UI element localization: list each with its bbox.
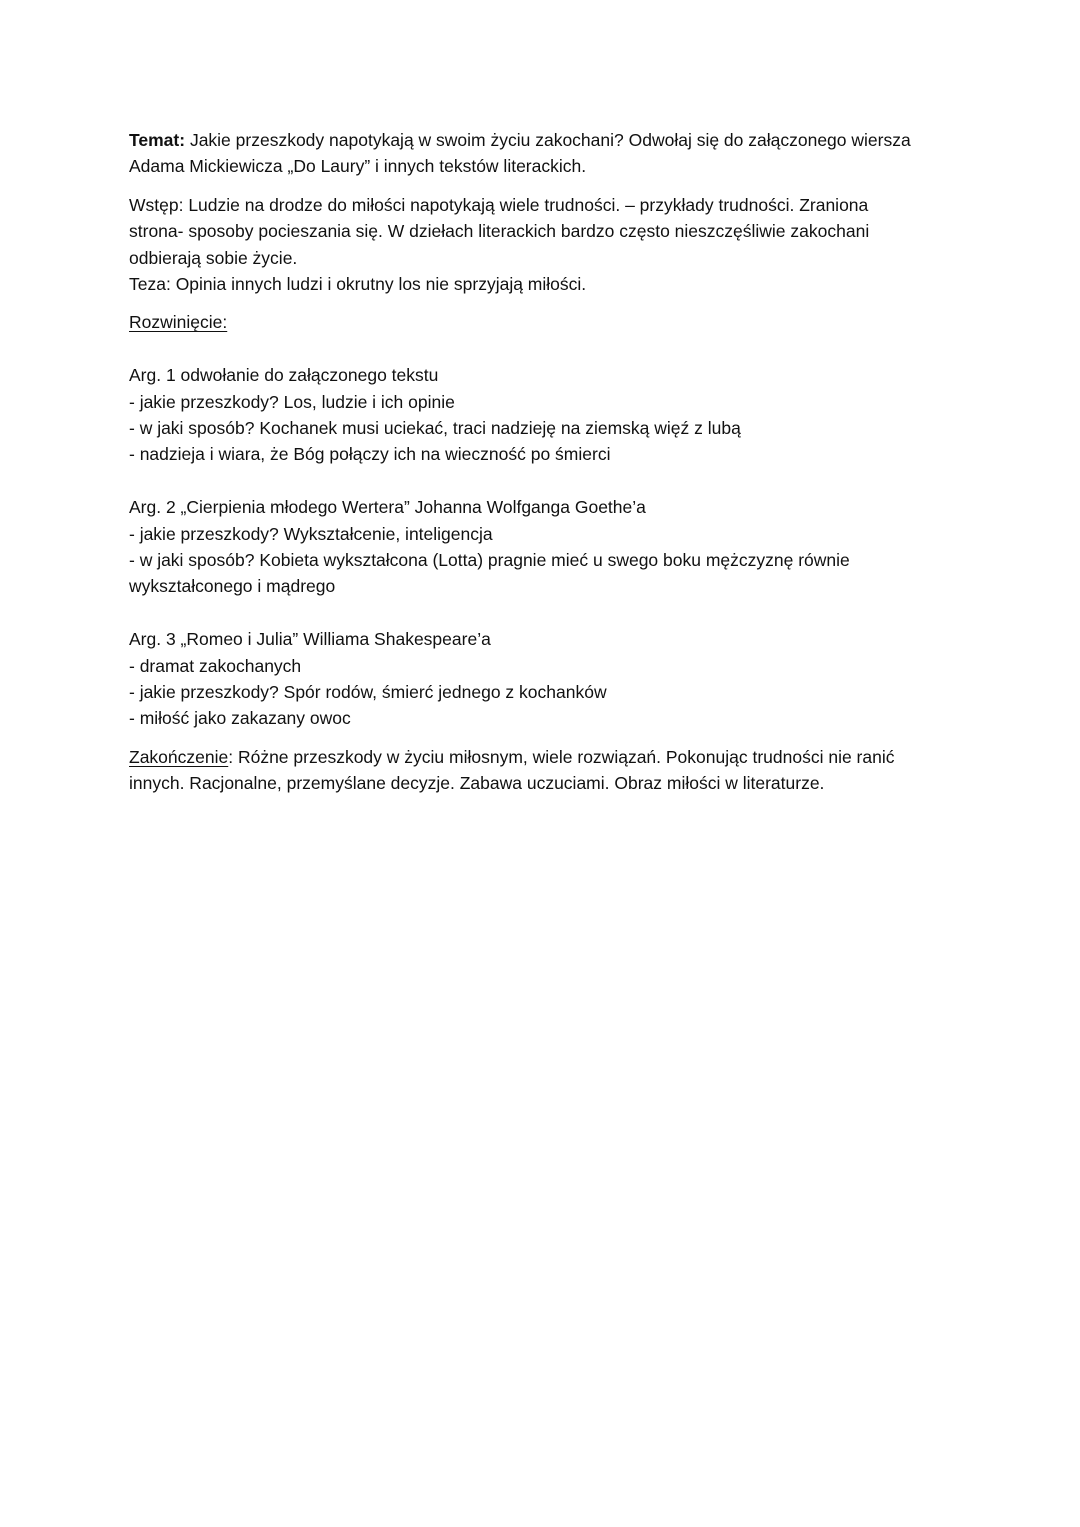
argument-1 xyxy=(129,362,949,468)
argument-3-item: - dramat zakochanych xyxy=(129,655,302,676)
document-content xyxy=(129,127,949,809)
argument-3-item: - miłość jako zakazany owoc xyxy=(129,708,351,729)
introduction-line-2: strona- sposoby pocieszania się. W dziełach literackich bardzo często nieszczęśliwie zakochani xyxy=(129,221,870,242)
argument-3-title: Arg. 3 „Romeo i Julia” Williama Shakespeare’a xyxy=(129,629,491,650)
argument-2-item: - jakie przeszkody? Wykształcenie, inteligencja xyxy=(129,523,493,544)
development-heading: Rozwinięcie: xyxy=(129,312,228,333)
argument-1-item: - nadzieja i wiara, że Bóg połączy ich na wieczność po śmierci xyxy=(129,444,611,465)
spacer xyxy=(129,600,949,626)
argument-1-item: - w jaki sposób? Kochanek musi uciekać, traci nadzieję na ziemską więź z lubą xyxy=(129,418,741,439)
conclusion-text: : Różne przeszkody w życiu miłosnym, wiele rozwiązań. Pokonując trudności nie ranić xyxy=(228,746,895,767)
introduction-paragraph xyxy=(129,192,949,298)
development-heading-block xyxy=(129,309,949,335)
spacer xyxy=(129,336,949,362)
argument-2 xyxy=(129,494,949,600)
thesis-line: Teza: Opinia innych ludzi i okrutny los nie sprzyjają miłości. xyxy=(129,274,587,295)
conclusion-line-2: innych. Racjonalne, przemyślane decyzje. Zabawa uczuciami. Obraz miłości w literaturze. xyxy=(129,773,825,794)
conclusion-label: Zakończenie xyxy=(129,746,229,767)
introduction-line-3: odbierają sobie życie. xyxy=(129,247,298,268)
topic-line-1 xyxy=(129,127,949,153)
spacer xyxy=(129,468,949,494)
conclusion-line-1 xyxy=(129,744,949,770)
topic-text: Jakie przeszkody napotykają w swoim życiu zakochani? Odwołaj się do załączonego wiersza xyxy=(185,130,911,150)
topic-label: Temat: xyxy=(129,130,186,150)
argument-3-item: - jakie przeszkody? Spór rodów, śmierć jednego z kochanków xyxy=(129,682,607,703)
argument-2-item: - w jaki sposób? Kobieta wykształcona (Lotta) pragnie mieć u swego boku mężczyznę równie xyxy=(129,550,850,571)
conclusion-paragraph xyxy=(129,744,949,797)
argument-2-title: Arg. 2 „Cierpienia młodego Wertera” Johanna Wolfganga Goethe’a xyxy=(129,497,646,518)
introduction-line-1: Wstęp: Ludzie na drodze do miłości napotykają wiele trudności. – przykłady trudności. Zraniona xyxy=(129,194,869,215)
topic-line-2: Adama Mickiewicza „Do Laury” i innych tekstów literackich. xyxy=(129,156,587,177)
argument-1-item: - jakie przeszkody? Los, ludzie i ich opinie xyxy=(129,391,455,412)
argument-2-item: wykształconego i mądrego xyxy=(129,576,336,597)
argument-3 xyxy=(129,626,949,732)
argument-1-title: Arg. 1 odwołanie do załączonego tekstu xyxy=(129,365,439,386)
topic-paragraph xyxy=(129,127,949,180)
